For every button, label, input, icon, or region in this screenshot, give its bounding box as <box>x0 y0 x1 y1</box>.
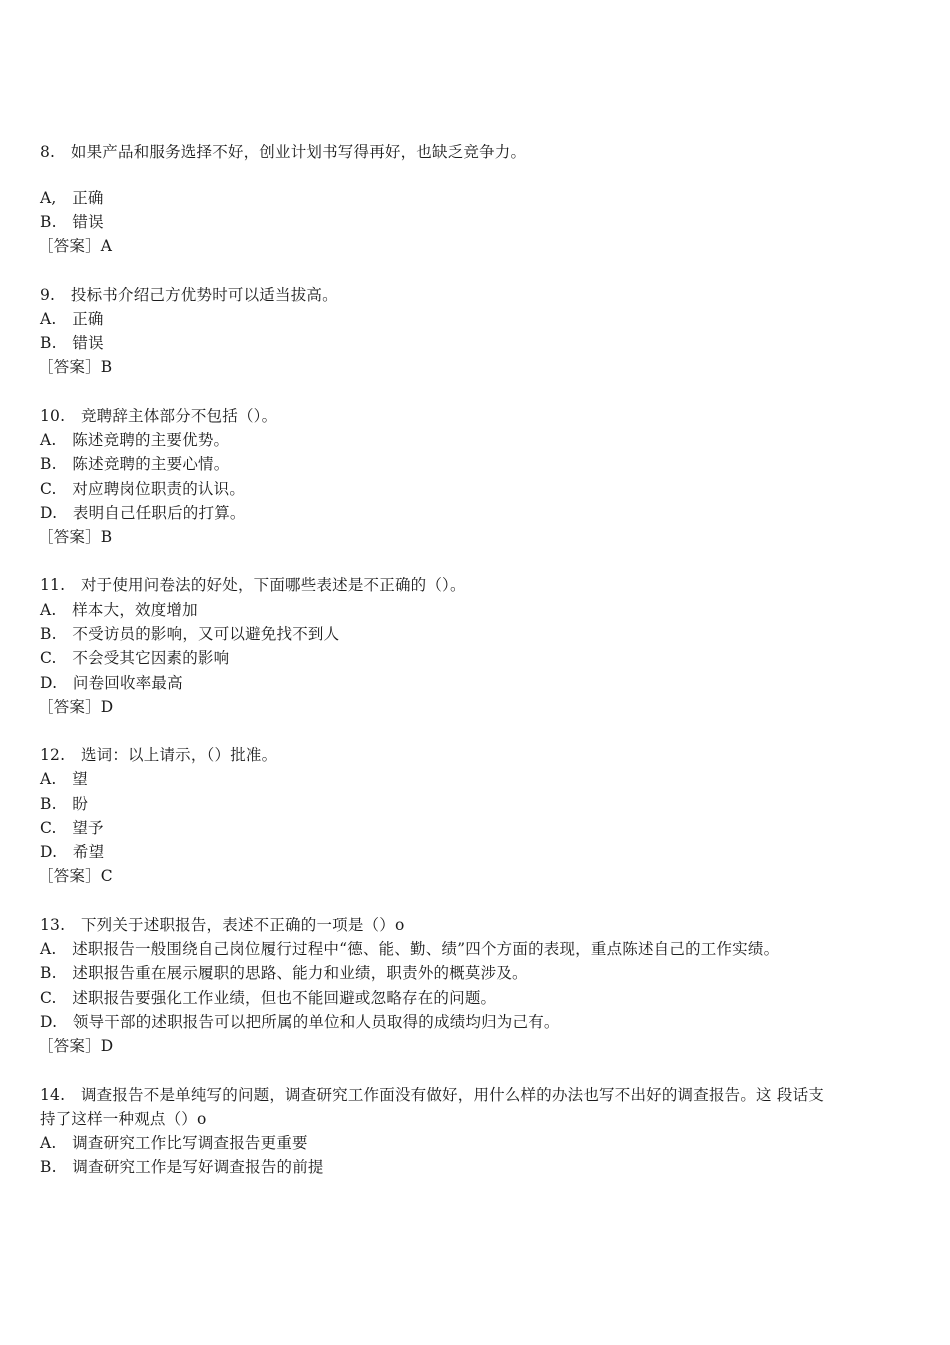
question-12-answer: ［答案］C <box>38 867 113 885</box>
question-8-option-a: A, 正确 <box>40 189 104 207</box>
question-13-option-b: B. 述职报告重在展示履职的思路、能力和业绩，职责外的概莫涉及。 <box>40 964 528 982</box>
question-12-option-d: D. 希望 <box>40 843 105 861</box>
question-12-option-b: B. 盼 <box>40 795 89 813</box>
question-9-option-a: A. 正确 <box>40 310 104 328</box>
question-10-option-d: D. 表明自己任职后的打算。 <box>40 504 246 522</box>
question-9-option-b: B. 错误 <box>40 334 104 352</box>
question-13-option-c: C. 述职报告要强化工作业绩，但也不能回避或忽略存在的问题。 <box>40 989 497 1007</box>
question-8-option-b: B. 错误 <box>40 213 104 231</box>
question-9-answer: ［答案］B <box>38 358 113 376</box>
question-13-option-d: D. 领导干部的述职报告可以把所属的单位和人员取得的成绩均归为己有。 <box>40 1013 560 1031</box>
question-12-option-c: C. 望予 <box>40 819 104 837</box>
question-9-stem: 9. 投标书介绍己方优势时可以适当拔高。 <box>40 286 338 304</box>
question-11-answer: ［答案］D <box>38 698 114 716</box>
question-10-option-b: B. 陈述竞聘的主要心情。 <box>40 455 230 473</box>
question-10-answer: ［答案］B <box>38 528 113 546</box>
question-13-stem: 13. 下列关于述职报告，表述不正确的一项是（）o <box>40 916 405 934</box>
question-12-option-a: A. 望 <box>40 770 88 788</box>
question-11-option-a: A. 样本大，效度增加 <box>40 601 198 619</box>
question-14-stem-line-1: 14. 调查报告不是单纯写的问题，调查研究工作面没有做好，用什么样的办法也写不出好的调查报告。这 段话支 <box>40 1086 824 1104</box>
question-10-stem: 10. 竞聘辞主体部分不包括（）。 <box>40 407 278 425</box>
question-8-answer: ［答案］A <box>38 237 113 255</box>
question-14-stem-line-2: 持了这样一种观点（）o <box>40 1110 207 1128</box>
question-10-option-c: C. 对应聘岗位职责的认识。 <box>40 480 246 498</box>
question-10-option-a: A. 陈述竞聘的主要优势。 <box>40 431 230 449</box>
question-14-option-b: B. 调查研究工作是写好调查报告的前提 <box>40 1158 324 1176</box>
question-11-stem: 11. 对于使用问卷法的好处，下面哪些表述是不正确的（）。 <box>40 576 466 594</box>
question-11-option-d: D. 问卷回收率最高 <box>40 674 183 692</box>
question-14-option-a: A. 调查研究工作比写调查报告更重要 <box>40 1134 308 1152</box>
question-8-stem: 8. 如果产品和服务选择不好，创业计划书写得再好，也缺乏竞争力。 <box>40 143 527 161</box>
question-12-stem: 12. 选词：以上请示，（）批准。 <box>40 746 278 764</box>
question-11-option-b: B. 不受访员的影响，又可以避免找不到人 <box>40 625 340 643</box>
question-11-option-c: C. 不会受其它因素的影响 <box>40 649 230 667</box>
question-13-option-a: A. 述职报告一般围绕自己岗位履行过程中“德、能、勤、绩”四个方面的表现，重点陈述自己的工作实绩。 <box>40 940 780 958</box>
question-13-answer: ［答案］D <box>38 1037 114 1055</box>
